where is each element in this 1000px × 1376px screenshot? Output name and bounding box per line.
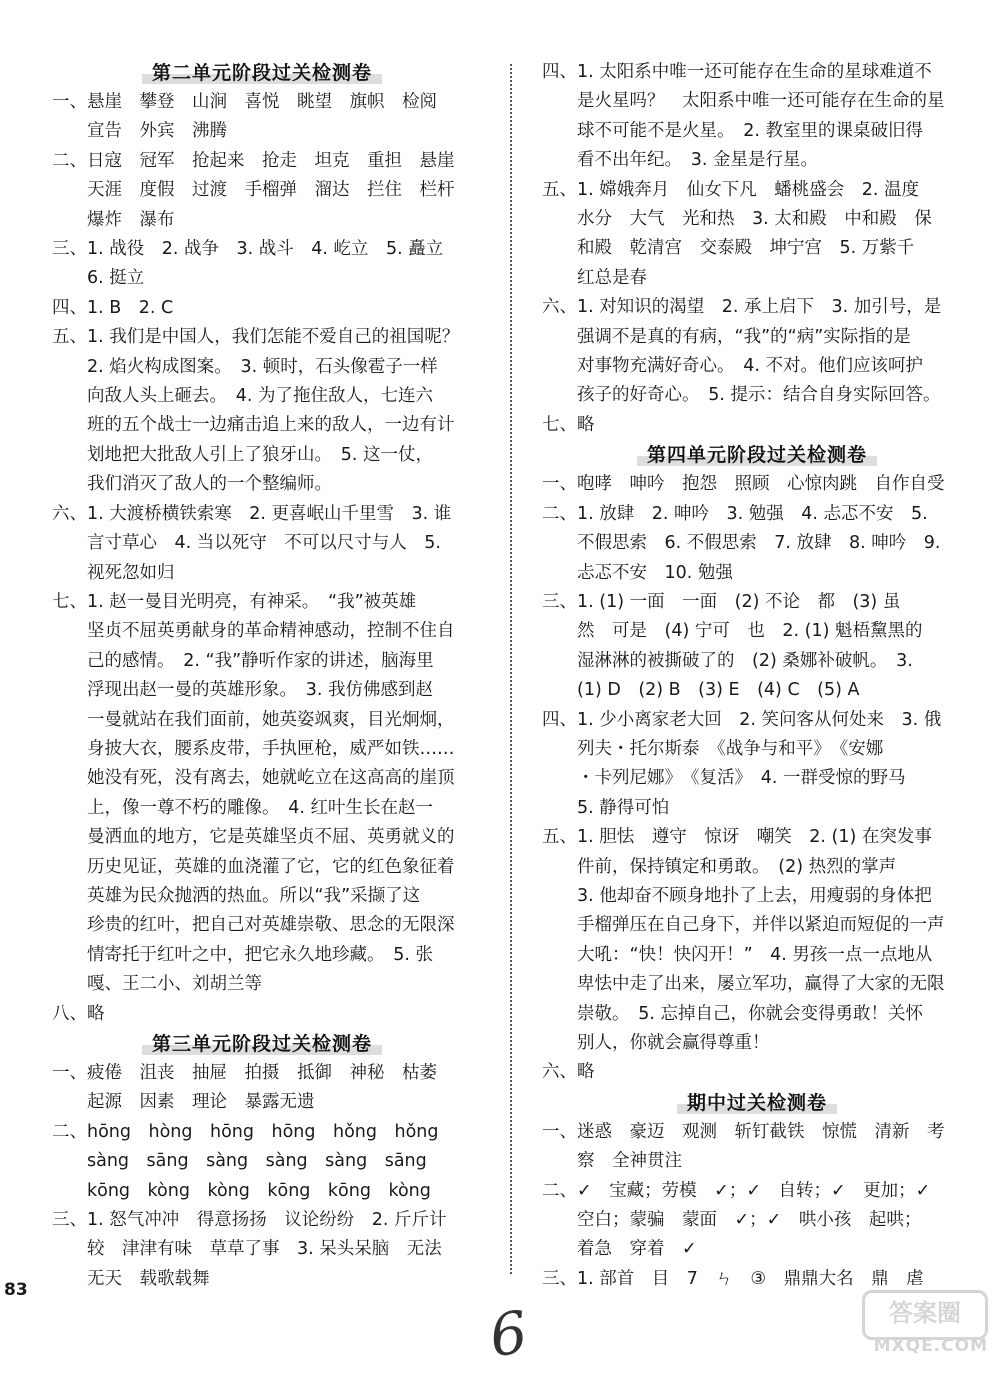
- answer-line: 言寸草心 4. 当以死守 不可以尺寸与人 5.: [52, 533, 441, 554]
- answer-line: 6. 挺立: [52, 268, 145, 289]
- unit3-header: 第三单元阶段过关检测卷: [52, 1029, 472, 1059]
- answer-line: 5. 静得可怕: [542, 797, 670, 818]
- answer-line: 红总是春: [542, 267, 647, 288]
- answer-line: 一、迷惑 豪迈 观测 斩钉截铁 惊慌 清新 考: [542, 1121, 945, 1142]
- answer-line: 强调不是真的有病，“我”的“病”实际指的是: [542, 326, 911, 347]
- answer-line: 然 可是 (4) 宁可 也 2. (1) 魁梧黧黑的: [542, 621, 923, 642]
- answer-line: 大吼：“快！快闪开！” 4. 男孩一点一点地从: [542, 944, 933, 965]
- answer-line: 四、1. 少小离家老大回 2. 笑问客从何处来 3. 俄: [542, 709, 942, 730]
- unit2-header: 第二单元阶段过关检测卷: [52, 58, 472, 88]
- unit3-answers: [52, 1059, 472, 1294]
- answer-line: ・卡列尼娜》 《复活》 4. 一群受惊的野马: [542, 768, 906, 789]
- answer-line: 三、1. 怒气冲冲 得意扬扬 议论纷纷 2. 斤斤计: [52, 1210, 447, 1231]
- answer-line: 二、✓ 宝藏；劳模 ✓；✓ 自转；✓ 更加；✓: [542, 1180, 931, 1201]
- answer-line: 上，像一尊不朽的雕像。 4. 红叶生长在赵一: [52, 797, 434, 818]
- left-column: [52, 58, 472, 1294]
- answer-line: 崇敬。 5. 忘掉自己，你就会变得勇敢！关怀: [542, 1003, 924, 1024]
- answer-line: 看不出年纪。 3. 金星是行星。: [542, 150, 819, 171]
- answer-line: 较 津津有味 草草了事 3. 呆头呆脑 无法: [52, 1239, 442, 1260]
- answer-line: 曼洒血的地方，它是英雄坚贞不屈、英勇就义的: [52, 827, 455, 848]
- answer-line: 四、1. 太阳系中唯一还可能存在生命的星球难道不: [542, 62, 932, 82]
- answer-line: 三、1. (1) 一面 一面 (2) 不论 都 (3) 虽: [542, 591, 901, 612]
- answer-line: 六、略: [542, 1062, 595, 1083]
- answer-line: 无天 载歌载舞: [52, 1268, 210, 1289]
- midterm-header: 期中过关检测卷: [542, 1088, 972, 1118]
- answer-line: 五、1. 嫦娥奔月 仙女下凡 蟠桃盛会 2. 温度: [542, 179, 920, 200]
- answer-line: 忐忑不安 10. 勉强: [542, 562, 733, 583]
- unit2-answers: [52, 88, 472, 1029]
- answer-line: 爆炸 瀑布: [52, 209, 175, 230]
- watermark-url: MXQE.COM: [873, 1336, 988, 1356]
- answer-line: 历史见证，英雄的血浇灌了它，它的红色象征着: [52, 856, 455, 877]
- answer-line: 手榴弹压在自己身下，并伴以紧迫而短促的一声: [542, 915, 945, 936]
- answer-line: 一曼就站在我们面前，她英姿飒爽，目光炯炯，: [52, 709, 455, 730]
- answer-line: (1) D (2) B (3) E (4) C (5) A: [542, 680, 860, 701]
- answer-line: 对事物充满好奇心。 4. 不对。他们应该呵护: [542, 356, 924, 377]
- midterm-answers: [542, 1118, 972, 1294]
- answer-line: 球不可能不是火星。 2. 教室里的课桌破旧得: [542, 120, 924, 141]
- answer-line: 划地把大批敌人引上了狼牙山。 5. 这一仗，: [52, 444, 434, 465]
- answer-line: 卑怯中走了出来，屡立军功，赢得了大家的无限: [542, 974, 945, 995]
- unit4-header: 第四单元阶段过关检测卷: [542, 440, 972, 470]
- answer-line: 英雄为民众抛洒的热血。所以“我”采撷了这: [52, 885, 421, 906]
- answer-line: 坚贞不屈英勇献身的革命精神感动，控制不住自: [52, 621, 455, 642]
- answer-line: 我们消灭了敌人的一个整编师。: [52, 474, 332, 495]
- answer-line: 空白；蒙骗 蒙面 ✓；✓ 哄小孩 起哄；: [542, 1210, 922, 1231]
- answer-line: 着急 穿着 ✓: [542, 1239, 697, 1260]
- answer-line: 列夫・托尔斯泰 《战争与和平》 《安娜: [542, 738, 884, 759]
- answer-line: 浮现出赵一曼的英雄形象。 3. 我仿佛感到赵: [52, 680, 434, 701]
- answer-line: 湿淋淋的被撕破了的 (2) 桑娜补破帆。 3.: [542, 650, 913, 671]
- answer-line: 四、1. B 2. C: [52, 297, 174, 318]
- answer-line: 三、1. 战役 2. 战争 3. 战斗 4. 屹立 5. 矗立: [52, 239, 444, 260]
- answer-line: 身披大衣，腰系皮带，手执匣枪，威严如铁……: [52, 738, 455, 759]
- handwritten-mark: 6: [485, 1297, 532, 1371]
- answer-line: 己的感情。 2. “我”静听作家的讲述，脑海里: [52, 650, 434, 671]
- column-divider: [510, 64, 512, 1274]
- answer-line: 一、咆哮 呻吟 抱怨 照顾 心惊肉跳 自作自受: [542, 474, 945, 495]
- answer-line: 2. 焰火构成图案。 3. 顿时，石头像雹子一样: [52, 356, 438, 377]
- answer-line: 三、1. 部首 目 7 ㄣ ③ 鼎鼎大名 鼎 虐: [542, 1268, 924, 1289]
- answer-line: 别人，你就会赢得尊重！: [542, 1033, 770, 1053]
- answer-line: sàng sāng sàng sàng sàng sāng: [52, 1151, 427, 1172]
- answer-line: 视死忽如归: [52, 562, 175, 583]
- watermark-logo: 答案圈: [862, 1290, 988, 1340]
- answer-line: 五、1. 胆怯 遵守 惊讶 嘲笑 2. (1) 在突发事: [542, 827, 932, 848]
- answer-line: 向敌人头上砸去。 4. 为了拖住敌人，七连六: [52, 386, 434, 407]
- answer-line: 班的五个战士一边痛击追上来的敌人，一边有计: [52, 415, 455, 436]
- answer-line: 她没有死，没有离去，她就屹立在这高高的崖顶: [52, 768, 455, 789]
- answer-line: 孩子的好奇心。 5. 提示：结合自身实际回答。: [542, 385, 941, 406]
- watermark: [858, 1290, 988, 1360]
- answer-line: 不假思索 6. 不假思索 7. 放肆 8. 呻吟 9.: [542, 533, 941, 554]
- answer-line: 八、略: [52, 1003, 105, 1024]
- unit4-answers: [542, 470, 972, 1088]
- answer-line: 嘎、王二小、刘胡兰等: [52, 974, 262, 995]
- answer-line: 五、1. 我们是中国人，我们怎能不爱自己的祖国呢？: [52, 327, 460, 348]
- answer-line: 水分 大气 光和热 3. 太和殿 中和殿 保: [542, 209, 932, 230]
- answer-line: 二、日寇 冠军 抢起来 抢走 坦克 重担 悬崖: [52, 150, 455, 171]
- answer-line: 一、疲倦 沮丧 抽屉 拍摄 抵御 神秘 枯萎: [52, 1063, 437, 1083]
- answer-line: 察 全神贯注: [542, 1151, 682, 1172]
- answer-line: 宣告 外宾 沸腾: [52, 121, 227, 142]
- answer-line: 二、hōng hòng hōng hōng hǒng hǒng: [52, 1121, 439, 1142]
- answer-line: kōng kòng kòng kōng kōng kòng: [52, 1180, 431, 1201]
- answer-line: 七、略: [542, 414, 595, 435]
- answer-line: 七、1. 赵一曼目光明亮，有神采。 “我”被英雄: [52, 591, 417, 612]
- answer-line: 一、悬崖 攀登 山涧 喜悦 眺望 旗帜 检阅: [52, 92, 437, 112]
- answer-line: 起源 因素 理论 暴露无遗: [52, 1092, 315, 1113]
- answer-line: 是火星吗？ 太阳系中唯一还可能存在生命的星: [542, 91, 945, 112]
- answer-line: 天涯 度假 过渡 手榴弹 溜达 拦住 栏杆: [52, 180, 455, 201]
- answer-line: 二、1. 放肆 2. 呻吟 3. 勉强 4. 忐忑不安 5.: [542, 503, 928, 524]
- unit3-continued-answers: [542, 58, 972, 440]
- right-column: [542, 58, 972, 1294]
- page-number: 83: [4, 1280, 28, 1300]
- answer-line: 六、1. 对知识的渴望 2. 承上启下 3. 加引号，是: [542, 297, 942, 318]
- answer-line: 六、1. 大渡桥横铁索寒 2. 更喜岷山千里雪 3. 谁: [52, 503, 452, 524]
- answer-line: 珍贵的红叶，把自己对英雄崇敬、思念的无限深: [52, 915, 455, 936]
- answer-line: 和殿 乾清宫 交泰殿 坤宁宫 5. 万紫千: [542, 238, 915, 259]
- answer-line: 情寄托于红叶之中，把它永久地珍藏。 5. 张: [52, 944, 434, 965]
- answer-line: 件前，保持镇定和勇敢。 (2) 热烈的掌声: [542, 856, 897, 877]
- answer-line: 3. 他却奋不顾身地扑了上去，用瘦弱的身体把: [542, 885, 932, 906]
